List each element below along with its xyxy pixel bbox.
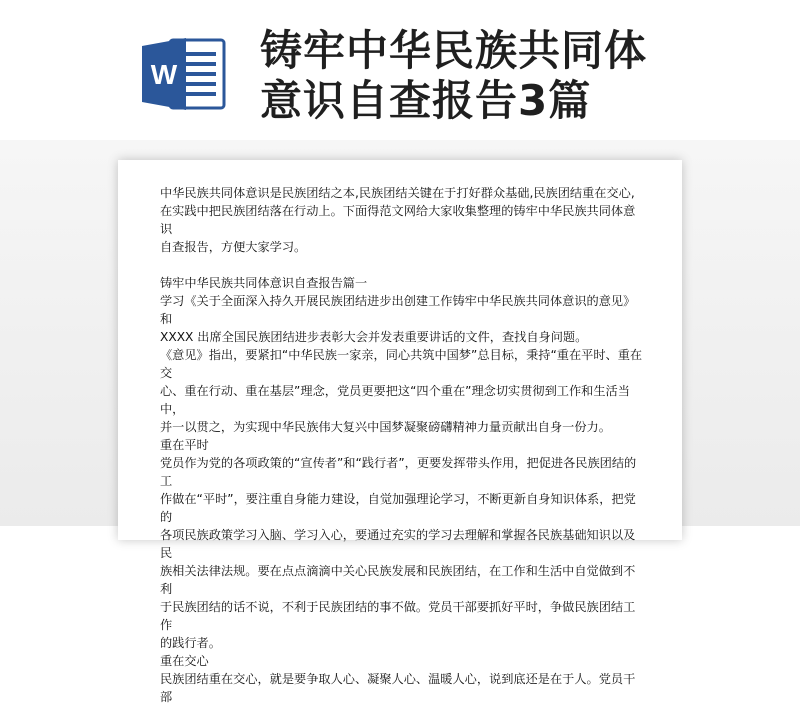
- document-body: [160, 184, 644, 706]
- body-line: 《意见》指出，要紧扣“中华民族一家亲，同心共筑中国梦”总目标，秉持“重在平时、重在交: [160, 348, 643, 380]
- subsection-title: 重在平时: [160, 438, 209, 452]
- word-document-icon: [140, 34, 228, 114]
- body-line: 族相关法律法规。要在点点滴滴中关心民族发展和民族团结，在工作和生活中自觉做到不利: [160, 564, 636, 596]
- word-icon-letter: W: [150, 59, 178, 90]
- body-line: 心、重在行动、重在基层”理念，党员更要把这“四个重在”理念切实贯彻到工作和生活当中，: [160, 384, 630, 416]
- title-line-1: 铸牢中华民族共同体: [260, 26, 648, 75]
- body-line: 各项民族政策学习入脑、学习入心，要通过充实的学习去理解和掌握各民族基础知识以及民: [160, 528, 636, 560]
- body-line: 学习《关于全面深入持久开展民族团结进步出创建工作铸牢中华民族共同体意识的意见》和: [160, 294, 636, 326]
- body-line: 民族团结重在交心，就是要争取人心、凝聚人心、温暖人心，说到底还是在于人。党员干部: [160, 672, 636, 704]
- intro-line: 在实践中把民族团结落在行动上。下面得范文网给大家收集整理的铸牢中华民族共同体意识: [160, 204, 636, 236]
- intro-line: 中华民族共同体意识是民族团结之本,民族团结关键在于打好群众基础,民族团结重在交心,: [160, 186, 635, 200]
- body-line: 的践行者。: [160, 636, 221, 650]
- body-line: 作做在“平时”，要注重自身能力建设，自觉加强理论学习，不断更新自身知识体系，把党的: [160, 492, 636, 524]
- body-line: 于民族团结的话不说，不利于民族团结的事不做。党员干部要抓好平时，争做民族团结工作: [160, 600, 636, 632]
- body-line: 并一以贯之，为实现中华民族伟大复兴中国梦凝聚磅礴精神力量贡献出自身一份力。: [160, 420, 611, 434]
- body-line: XXXX 出席全国民族团结进步表彰大会并发表重要讲话的文件，查找自身问题。: [160, 330, 588, 344]
- page-title: [260, 26, 780, 126]
- title-line-2: 意识自查报告3篇: [260, 76, 592, 125]
- header: [0, 0, 800, 160]
- intro-line: 自查报告，方便大家学习。: [160, 240, 307, 254]
- section-heading: 铸牢中华民族共同体意识自查报告篇一: [160, 276, 368, 290]
- body-line: 党员作为党的各项政策的“宣传者”和“践行者”，更要发挥带头作用，把促进各民族团结的工: [160, 456, 637, 488]
- subsection-title: 重在交心: [160, 654, 209, 668]
